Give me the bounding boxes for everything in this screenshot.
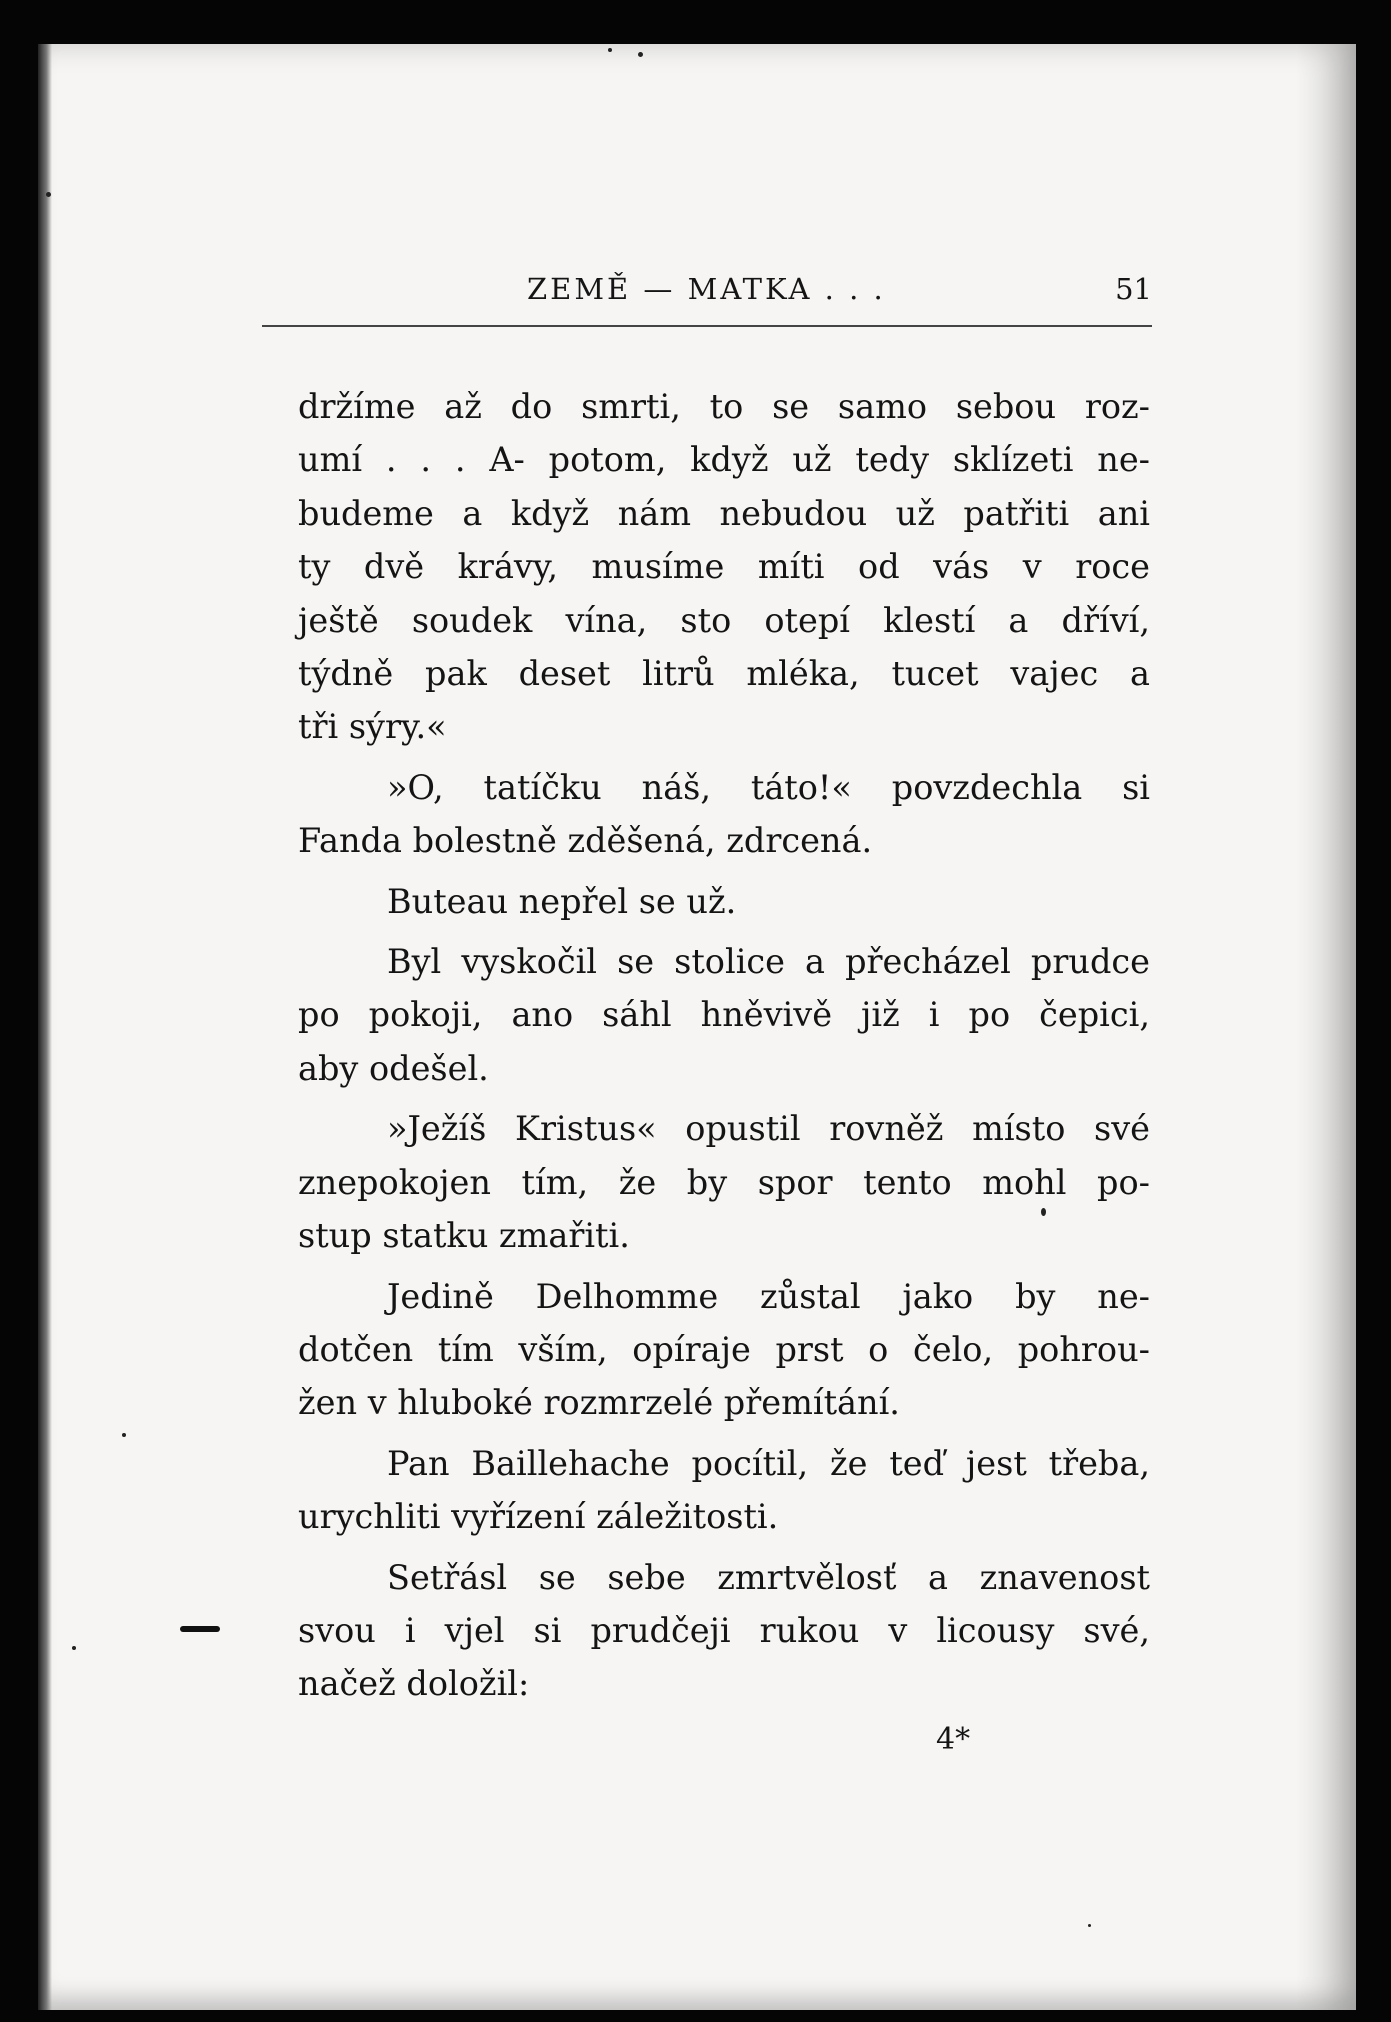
scan-speck xyxy=(608,48,612,52)
page-edge-shading xyxy=(1296,44,1356,2010)
text-line: Pan Baillehache pocítil, že teď jest třeba, xyxy=(387,1443,1150,1483)
body-text xyxy=(298,380,1150,1718)
text-line: ještě soudek vína, sto otepí klestí a dříví, xyxy=(298,600,1150,640)
text-line: »O, tatíčku náš, táto!« povzdechla si xyxy=(387,767,1150,807)
scan-speck xyxy=(46,192,51,197)
running-title: ZEMĚ — MATKA . . . xyxy=(527,272,886,306)
text-line: urychliti vyřízení záležitosti. xyxy=(298,1497,779,1537)
signature-mark: 4* xyxy=(936,1722,971,1757)
text-line: načež doložil: xyxy=(298,1664,530,1704)
page-number: 51 xyxy=(1115,272,1152,306)
paragraph xyxy=(298,1102,1150,1262)
text-line: Byl vyskočil se stolice a přecházel prudce xyxy=(387,942,1150,982)
paragraph xyxy=(298,875,1150,928)
text-line: znepokojen tím, že by spor tento mohl po- xyxy=(298,1162,1150,1202)
text-line: aby odešel. xyxy=(298,1048,489,1088)
text-line: ty dvě krávy, musíme míti od vás v roce xyxy=(298,547,1150,587)
text-line: týdně pak deset litrů mléka, tucet vajec a xyxy=(298,654,1150,694)
running-header xyxy=(262,272,1152,316)
scan-speck xyxy=(122,1433,126,1437)
header-rule xyxy=(262,325,1152,327)
text-line: umí . . . A- potom, když už tedy sklízeti ne- xyxy=(298,440,1150,480)
paragraph xyxy=(298,1437,1150,1544)
text-line: Jedině Delhomme zůstal jako by ne- xyxy=(387,1276,1150,1316)
text-line: »Ježíš Kristus« opustil rovněž místo své xyxy=(387,1109,1150,1149)
text-line: po pokoji, ano sáhl hněvivě již i po čepici, xyxy=(298,995,1150,1035)
paragraph xyxy=(298,935,1150,1095)
text-line: Buteau nepřel se už. xyxy=(387,881,737,921)
text-line: Setřásl se sebe zmrtvělosť a znavenost xyxy=(387,1557,1150,1597)
paragraph xyxy=(298,1270,1150,1430)
paragraph xyxy=(298,1551,1150,1711)
text-line: držíme až do smrti, to se samo sebou roz- xyxy=(298,387,1150,426)
scan-speck xyxy=(638,52,643,57)
text-line: tři sýry.« xyxy=(298,707,447,747)
page-gutter-shadow xyxy=(38,44,52,2010)
text-line: budeme a když nám nebudou už patřiti ani xyxy=(298,493,1150,533)
paragraph xyxy=(298,380,1150,754)
text-line: dotčen tím vším, opíraje prst o čelo, pohrou- xyxy=(298,1329,1150,1369)
paragraph xyxy=(298,761,1150,868)
text-line: stup statku zmařiti. xyxy=(298,1216,630,1256)
scan-speck xyxy=(1088,1924,1091,1927)
scan-mark xyxy=(180,1626,220,1632)
text-line: Fanda bolestně zděšená, zdrcená. xyxy=(298,821,873,861)
text-line: svou i vjel si prudčeji rukou v licousy své, xyxy=(298,1610,1150,1650)
scan-speck xyxy=(72,1646,76,1650)
text-line: žen v hluboké rozmrzelé přemítání. xyxy=(298,1383,900,1423)
